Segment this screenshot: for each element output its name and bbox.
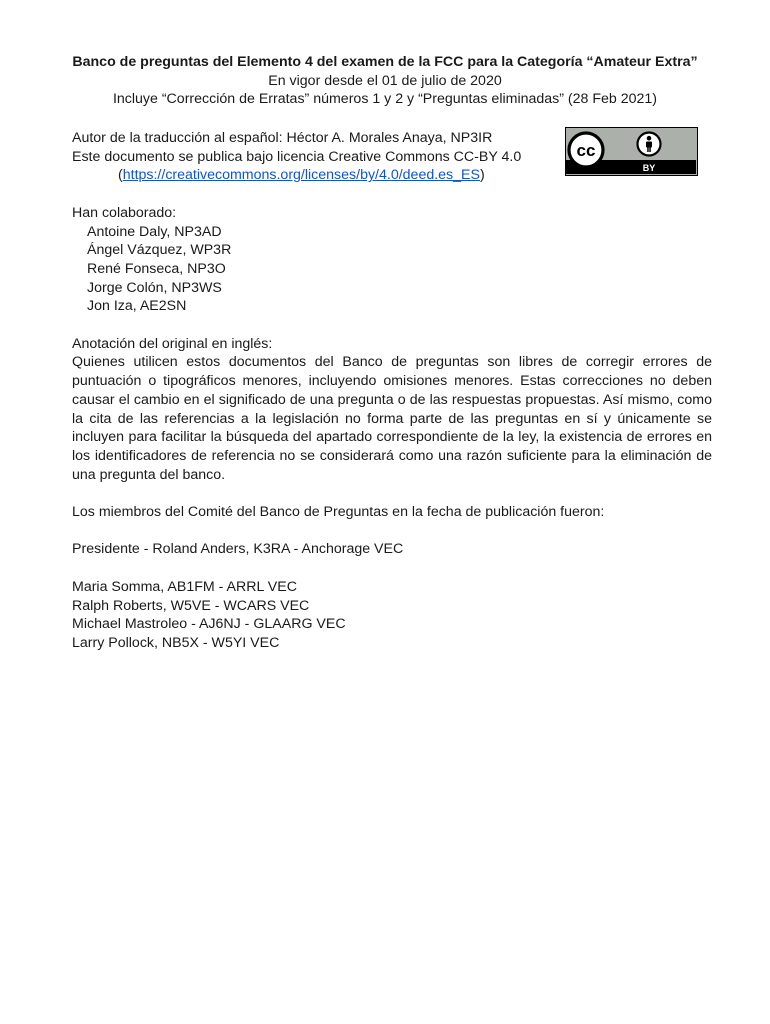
- translation-author: Autor de la traducción al español: Héctor A. Morales Anaya, NP3IR: [72, 130, 493, 146]
- committee-member: Ralph Roberts, W5VE - WCARS VEC: [72, 597, 310, 614]
- license-link[interactable]: https://creativecommons.org/licenses/by/4.0/deed.es_ES: [122, 167, 480, 184]
- link-open-paren: (: [118, 167, 123, 184]
- spacer: [72, 559, 712, 578]
- annotation-text: Quienes utilicen estos documentos del Banco de preguntas son libres de corregir errores de puntuación o tipográficos menores, incluyendo omisiones menores. Estas correcciones no deben causar el cambio en el significado de una pregunta o de las respuestas propuestas. Así mismo, como la cita de las referencias a la legislación no forma parte de las preguntas en sí y únicamente se incluyen para facilitar la búsqueda del apartado correspondiente de la ley, la existencia de errores en los identificadores de referencia no se considerará como una razón suficiente para la eliminación de una pregunta del banco.: [72, 354, 712, 483]
- collaborator-name: Ángel Vázquez, WP3R: [87, 242, 232, 259]
- committee-member: Larry Pollock, NB5X - W5YI VEC: [72, 634, 280, 651]
- spacer: [72, 484, 712, 503]
- document-body: [72, 129, 712, 653]
- cc-icon-label: cc: [576, 141, 596, 160]
- errata-note: Incluye “Corrección de Erratas” números 1 y 2 y “Preguntas eliminadas” (28 Feb 2021): [112, 91, 658, 108]
- spacer: [72, 316, 712, 335]
- spacer: [72, 522, 712, 541]
- license-statement: Este documento se publica bajo licencia Creative Commons CC-BY 4.0: [72, 148, 522, 165]
- committee-member: Michael Mastroleo - AJ6NJ - GLAARG VEC: [72, 616, 346, 633]
- annotation-heading: Anotación del original en inglés:: [72, 335, 273, 352]
- collaborator-name: Antoine Daly, NP3AD: [87, 223, 222, 240]
- committee-president: Presidente - Roland Anders, K3RA - Anchorage VEC: [72, 541, 404, 558]
- by-label: BY: [642, 163, 656, 173]
- spacer: [72, 185, 712, 204]
- collaborators-heading: Han colaborado:: [72, 204, 177, 221]
- committee-member: Maria Somma, AB1FM - ARRL VEC: [72, 578, 297, 595]
- document-title: Banco de preguntas del Elemento 4 del examen de la FCC para la Categoría “Amateur Extra”: [72, 54, 698, 70]
- collaborator-name: Jon Iza, AE2SN: [87, 298, 187, 315]
- collaborator-name: Jorge Colón, NP3WS: [87, 279, 222, 296]
- committee-intro: Los miembros del Comité del Banco de Preguntas en la fecha de publicación fueron:: [72, 504, 605, 521]
- effective-date: En vigor desde el 01 de julio de 2020: [268, 72, 502, 89]
- license-link-line: [72, 166, 712, 185]
- document-header: [0, 53, 770, 109]
- collaborator-name: René Fonseca, NP3O: [87, 260, 226, 277]
- link-close-paren: ): [479, 167, 485, 184]
